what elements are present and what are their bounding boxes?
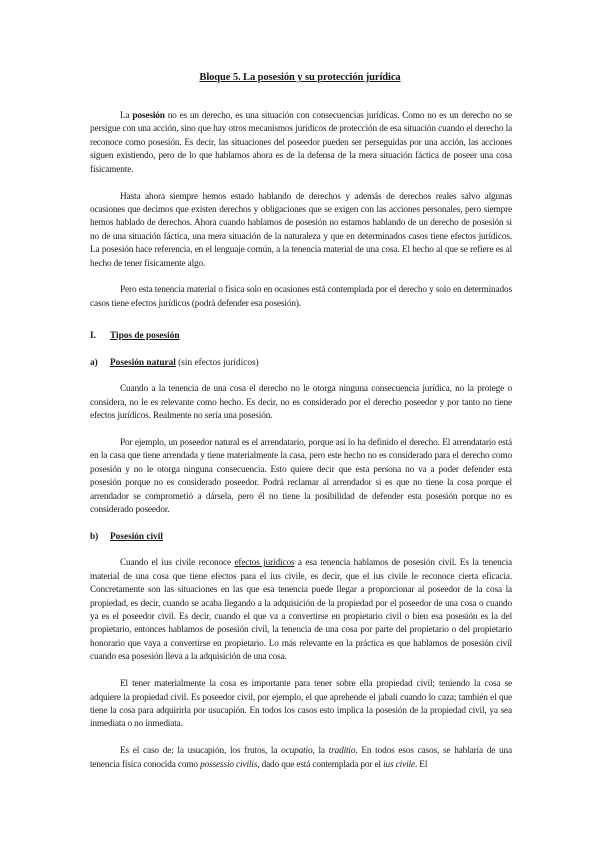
p8-text: Es el caso de: la usucapión, los frutos, la [120, 746, 282, 757]
subheading-number: a) [90, 357, 98, 368]
p6-underlined-term: efectos jurídicos [234, 558, 295, 569]
paragraph-casos [90, 745, 512, 772]
p1-lead: La [120, 111, 133, 121]
paragraph-tener-materialmente: El tener materialmente la cosa es importante para tener sobre ella propiedad civil; teniendo la cosa se adquiere la propiedad civil. Es poseedor civil, por ejemplo, el que aprehende el jabalí cuando lo caza; también el que tiene la cosa para adquirirla por usucapión. En todos los casos esto implica la posesión de la propiedad civil, ya sea inmediata o no inmediata. [90, 679, 512, 730]
paragraph-tenencia: Pero esta tenencia material o física solo en ocasiones está contemplada por el derecho y solo en determinados casos tiene efectos jurídicos (podrá defender esa posesión). [90, 285, 512, 309]
p1-rest: no es un derecho, es una situación con consecuencias jurídicas. Como no es un derecho no se persigue con una acción, sino que hay otros mecanismos jurídicos de protección de esa situación cuando el derecho la reconoce como posesión. Es decir, las situaciones del poseedor pueden ser perseguidas por una acción, las acciones siguen existiendo, pero de lo que hablamos ahora es de la defensa de la mera situación fáctica de poseer una cosa físicamente. [90, 111, 512, 175]
paragraph-posesion-definition [90, 110, 512, 177]
section-number: I. [90, 331, 96, 342]
subheading-suffix: (sin efectos jurídicos) [175, 357, 259, 368]
subheading-posesion-civil [90, 531, 512, 544]
subheading-label: Posesión natural [110, 357, 176, 368]
p8-text: . En todos esos casos, se hablaría de una tenencia física conocida como [90, 746, 512, 770]
p6-lead: Cuando el ius civile reconoce [120, 558, 235, 569]
p8-italic-term: ius civile [383, 759, 415, 770]
document-title: Bloque 5. La posesión y su protección jurídica [199, 72, 401, 83]
p1-bold-term: posesión [132, 111, 165, 121]
paragraph-arrendatario-example: Por ejemplo, un poseedor natural es el arrendatario, porque así lo ha definido el derecho. El arrendatario está en la casa que tiene arrendada y tiene materialmente la casa, pero este hecho no es considerado para el derecho como posesión y no le otorga ninguna consecuencia. Esto quiere decir que esta persona no va a poder defender esta posesión porque no es considerado poseedor. Podrá reclamar al arrendador si es que no tiene la cosa porque el arrendador se comprometió a dársela, pero él no tiene la posibilidad de defender esta posesión porque no es considerado poseedor. [90, 438, 512, 516]
paragraph-derechos: Hasta ahora siempre hemos estado hablando de derechos y además de derechos reales salvo algunas ocasiones que decimos que existen derechos y obligaciones que se exigen con las acciones personales, pero siempre hemos hablado de derechos. Ahora cuando hablamos de posesión no estamos hablando de un derecho de posesión si no de una situación fáctica, una mera situación de la naturaleza y que en determinados casos tiene efectos jurídicos. La posesión hace referencia, en el lenguaje común, a la tenencia material de una cosa. El hecho al que se refiere es al hecho de tener físicamente algo. [90, 191, 512, 269]
p8-text: , dado que está contemplada por el [257, 759, 384, 770]
section-label: Tipos de posesión [110, 331, 180, 342]
p8-italic-term: traditio [328, 746, 356, 757]
p8-text: . El [414, 759, 428, 770]
subheading-number: b) [90, 531, 99, 542]
paragraph-civil-definition [90, 557, 512, 664]
p8-italic-term: ocupatio [281, 746, 313, 757]
document-body [90, 110, 512, 772]
p8-italic-term: possessio civilis [200, 759, 258, 770]
p8-text: , la [312, 746, 329, 757]
section-heading-tipos [90, 330, 512, 343]
p6-rest: a esa tenencia hablamos de posesión civil. Es la tenencia material de una cosa que tiene efectos para el ius civile, es decir, que el ius civile le reconoce cierta eficacia. Concretamente son las situaciones en las que esa tenencia puede llegar a proporcionar al poseedor de la cosa la propiedad, es decir, cuando se acaba llegando a la adquisición de la propiedad por el poseedor de una cosa o cuando ya es el poseedor civil. Es decir, cuando el que va a convertirse en propietario civil o bien esa posesión es la del propietario, entonces hablamos de posesión civil, la tenencia de una cosa por parte del propietario o del propietario honorario que vaya a convertirse en propietario. Lo más relevante en la práctica es que hablamos de posesión civil cuando esa posesión lleva a la adquisición de una cosa. [90, 558, 512, 663]
subheading-posesion-natural [90, 357, 512, 370]
subheading-label: Posesión civil [110, 531, 163, 542]
paragraph-natural-definition: Cuando a la tenencia de una cosa el derecho no le otorga ninguna consecuencia jurídica, no la protege o considera, no le es relevante como hecho. Es decir, no es considerado por el derecho poseedor y por tanto no tiene efectos jurídicos. Realmente no sería una posesión. [90, 384, 512, 422]
